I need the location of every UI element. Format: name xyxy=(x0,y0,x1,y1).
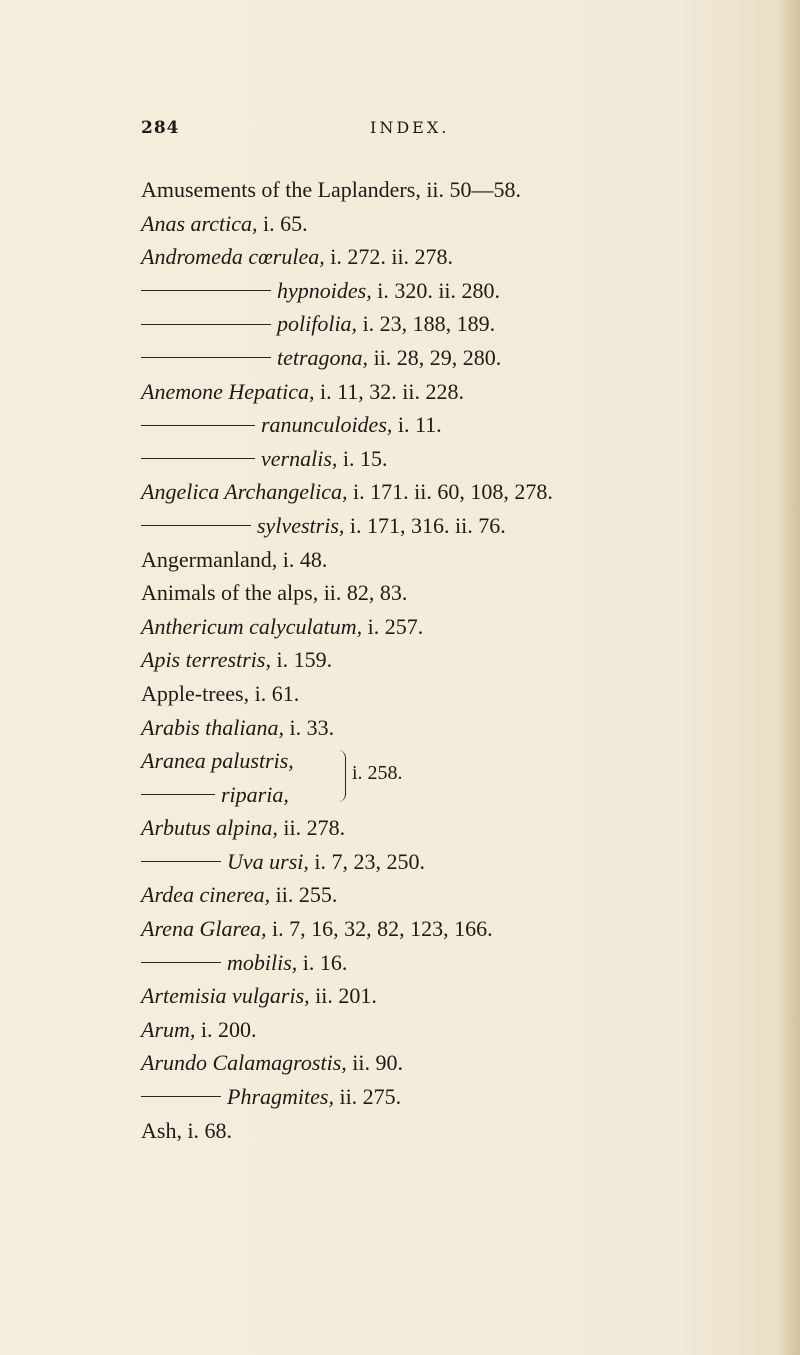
index-entry xyxy=(141,979,781,1013)
index-entry xyxy=(141,341,781,375)
entry-term: Anthericum calyculatum, xyxy=(141,613,363,639)
index-entry xyxy=(141,643,781,677)
entry-reference: Ash, i. 68. xyxy=(141,1117,233,1143)
entry-reference: Amusements of the Laplanders, ii. 50—58. xyxy=(141,177,522,202)
index-entry xyxy=(141,1080,781,1114)
index-entry xyxy=(141,173,781,207)
entry-reference: ii. 255. xyxy=(270,882,338,908)
page-header xyxy=(141,118,681,148)
entry-reference: ii. 28, 29, 280. xyxy=(368,344,502,370)
entry-term: tetragona, xyxy=(277,344,369,370)
brace-reference: i. 258. xyxy=(352,762,403,785)
index-entries xyxy=(141,173,781,1147)
index-entry xyxy=(141,509,781,543)
entry-term: Arum, xyxy=(141,1016,196,1042)
entries-list-b xyxy=(141,811,781,1147)
brace-entry-group xyxy=(141,744,781,811)
page-edge-shadow xyxy=(778,0,800,1355)
index-entry xyxy=(141,475,781,509)
index-entry xyxy=(141,946,781,980)
entry-term: polifolia, xyxy=(277,311,358,337)
index-entry xyxy=(141,1046,781,1080)
entry-term: Arabis thaliana, xyxy=(141,714,285,740)
ditto-dash xyxy=(141,290,271,291)
entry-term: Arena Glarea, xyxy=(141,916,267,942)
index-entry xyxy=(141,878,781,912)
entry-term: Andromeda cœrulea, xyxy=(141,244,325,270)
entry-reference: i. 257. xyxy=(362,613,424,639)
entry-term: riparia, xyxy=(221,781,289,807)
entry-reference: i. 16. xyxy=(297,949,348,975)
ditto-dash xyxy=(141,861,221,862)
entry-term: Anas arctica, xyxy=(141,210,258,236)
entry-reference: ii. 90. xyxy=(346,1050,404,1076)
entry-term: sylvestris, xyxy=(257,512,345,538)
entry-reference: ii. 278. xyxy=(277,815,346,841)
entry-reference: Angermanland, i. 48. xyxy=(141,546,328,572)
ditto-dash xyxy=(141,324,271,325)
index-entry xyxy=(141,1013,781,1047)
entry-term: Anemone Hepatica, xyxy=(141,378,315,404)
index-entry xyxy=(141,912,781,946)
index-entry xyxy=(141,711,781,745)
curly-brace xyxy=(337,750,346,802)
entry-term: Aranea palustris, xyxy=(141,748,294,774)
entry-term: Arundo Calamagrostis, xyxy=(141,1050,347,1076)
ditto-dash xyxy=(141,458,255,459)
entry-reference: i. 33. xyxy=(284,714,335,740)
entry-term: Phragmites, xyxy=(227,1084,334,1110)
entry-term: Ardea cinerea, xyxy=(141,882,271,908)
entry-reference: ii. 275. xyxy=(333,1084,402,1110)
page-number: 284 xyxy=(141,118,180,138)
entry-term: Uva ursi, xyxy=(227,848,309,874)
entry-term: mobilis, xyxy=(227,949,298,975)
entry-reference: i. 200. xyxy=(195,1016,257,1042)
index-entry xyxy=(141,576,781,610)
entry-reference: Apple-trees, i. 61. xyxy=(141,680,300,706)
entry-reference: i. 159. xyxy=(270,647,333,673)
ditto-dash xyxy=(141,1096,221,1097)
index-entry xyxy=(141,1114,781,1148)
entry-term: Arbutus alpina, xyxy=(141,815,278,841)
entry-reference: i. 320. ii. 280. xyxy=(371,277,501,303)
entry-reference: Animals of the alps, ii. 82, 83. xyxy=(141,580,408,606)
index-entry xyxy=(141,274,781,308)
entries-list-a xyxy=(141,173,781,744)
index-entry xyxy=(141,744,781,778)
index-entry xyxy=(141,610,781,644)
ditto-dash xyxy=(141,425,255,426)
entry-term: Artemisia vulgaris, xyxy=(141,983,310,1009)
index-entry xyxy=(141,778,781,812)
index-entry xyxy=(141,240,781,274)
entry-reference: i. 15. xyxy=(337,445,388,471)
entry-reference: i. 171. ii. 60, 108, 278. xyxy=(347,479,553,505)
index-entry xyxy=(141,408,781,442)
ditto-dash xyxy=(141,357,271,358)
running-head: INDEX. xyxy=(370,118,450,137)
index-entry xyxy=(141,543,781,577)
ditto-dash xyxy=(141,525,251,526)
ditto-dash xyxy=(141,794,215,795)
index-entry xyxy=(141,307,781,341)
index-entry xyxy=(141,845,781,879)
index-entry xyxy=(141,375,781,409)
entry-reference: i. 272. ii. 278. xyxy=(324,244,454,270)
index-entry xyxy=(141,677,781,711)
entry-term: ranunculoides, xyxy=(261,412,393,438)
entry-term: hypnoides, xyxy=(277,277,372,303)
entry-term: vernalis, xyxy=(261,445,338,471)
ditto-dash xyxy=(141,962,221,963)
index-entry xyxy=(141,811,781,845)
entry-term: Angelica Archangelica, xyxy=(141,479,348,505)
entry-reference: i. 11, 32. ii. 228. xyxy=(314,378,465,404)
index-entry xyxy=(141,442,781,476)
entry-reference: i. 7, 16, 32, 82, 123, 166. xyxy=(266,916,493,942)
entry-reference: i. 7, 23, 250. xyxy=(308,848,426,874)
entry-reference: i. 65. xyxy=(257,210,308,236)
entry-term: Apis terrestris, xyxy=(141,647,271,673)
index-entry xyxy=(141,207,781,241)
entry-reference: ii. 201. xyxy=(309,983,377,1009)
entry-reference: i. 23, 188, 189. xyxy=(357,311,496,337)
entry-reference: i. 11. xyxy=(392,412,442,438)
entry-reference: i. 171, 316. ii. 76. xyxy=(344,512,506,538)
